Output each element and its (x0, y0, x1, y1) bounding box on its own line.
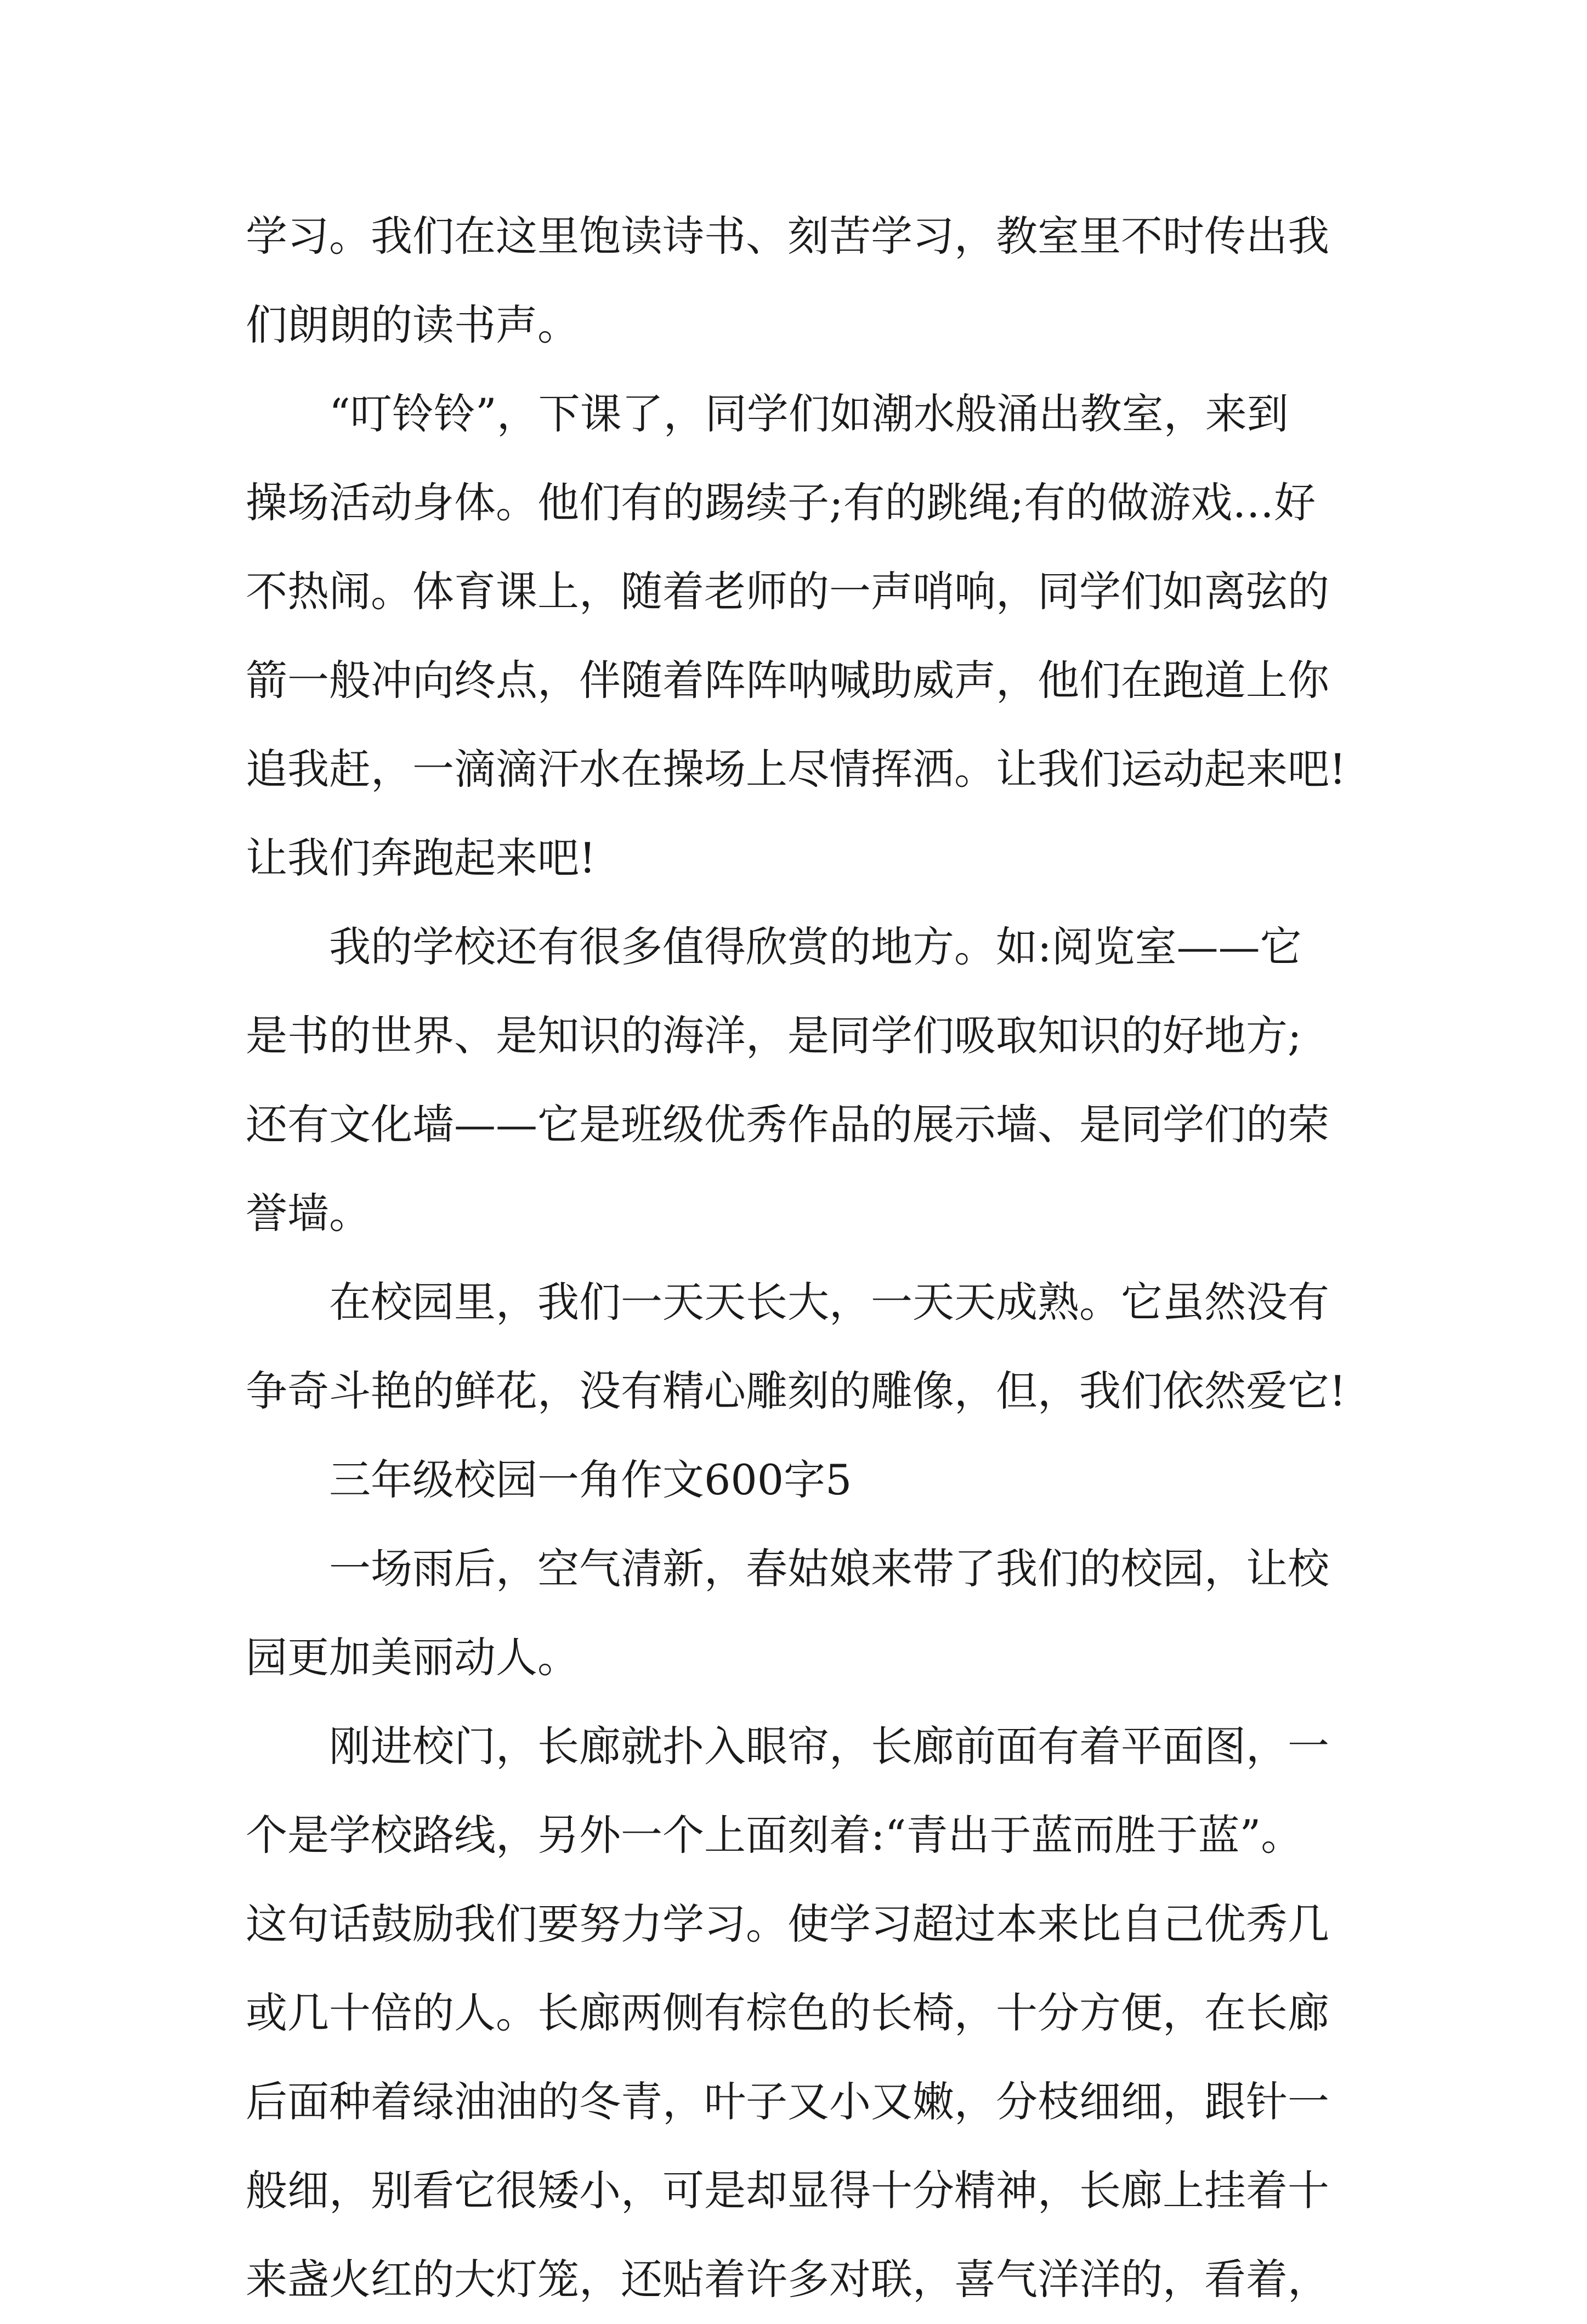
text-line: 争奇斗艳的鲜花，没有精心雕刻的雕像，但，我们依然爱它! (246, 1367, 1346, 1415)
text-line: 个是学校路线，另外一个上面刻着:“青出于蓝而胜于蓝”。 (246, 1811, 1303, 1860)
text-line: 还有文化墙——它是班级优秀作品的展示墙、是同学们的荣 (246, 1100, 1329, 1149)
text-line: 是书的世界、是知识的海洋，是同学们吸取知识的好地方; (246, 1011, 1302, 1060)
text-line: 操场活动身体。他们有的踢续子;有的跳绳;有的做游戏…好 (246, 478, 1316, 527)
text-line: 园更加美丽动人。 (246, 1633, 579, 1682)
text-line: 在校园里，我们一天天长大，一天天成熟。它虽然没有 (329, 1278, 1329, 1327)
text-line: 不热闹。体育课上，随着老师的一声哨响，同学们如离弦的 (246, 567, 1329, 616)
text-line: 学习。我们在这里饱读诗书、刻苦学习，教室里不时传出我 (246, 212, 1329, 260)
text-line: 箭一般冲向终点，伴随着阵阵呐喊助威声，他们在跑道上你 (246, 656, 1329, 705)
text-line: 来盏火红的大灯笼，还贴着许多对联，喜气洋洋的，看着， (246, 2255, 1329, 2304)
text-line: 誉墙。 (246, 1189, 371, 1238)
text-line: 追我赶，一滴滴汗水在操场上尽情挥洒。让我们运动起来吧! (246, 745, 1346, 793)
text-line: 们朗朗的读书声。 (246, 301, 579, 349)
text-line: 后面种着绿油油的冬青，叶子又小又嫩，分枝细细，跟针一 (246, 2077, 1329, 2126)
text-line: 一场雨后，空气清新，春姑娘来带了我们的校园，让校 (329, 1544, 1329, 1593)
body-text (246, 192, 1348, 2324)
text-line: 让我们奔跑起来吧! (246, 834, 596, 882)
text-line: 刚进校门，长廊就扑入眼帘，长廊前面有着平面图，一 (329, 1722, 1329, 1771)
text-line: 我的学校还有很多值得欣赏的地方。如:阅览室——它 (329, 922, 1302, 971)
text-line: 这句话鼓励我们要努力学习。使学习超过本来比自己优秀几 (246, 1900, 1329, 1948)
text-line: 般细，别看它很矮小，可是却显得十分精神，长廊上挂着十 (246, 2166, 1329, 2215)
text-line: 三年级校园一角作文600字5 (329, 1455, 852, 1504)
text-line: “叮铃铃”，下课了，同学们如潮水般涌出教室，来到 (329, 389, 1289, 438)
text-line: 或几十倍的人。长廊两侧有棕色的长椅，十分方便，在长廊 (246, 1988, 1329, 2037)
